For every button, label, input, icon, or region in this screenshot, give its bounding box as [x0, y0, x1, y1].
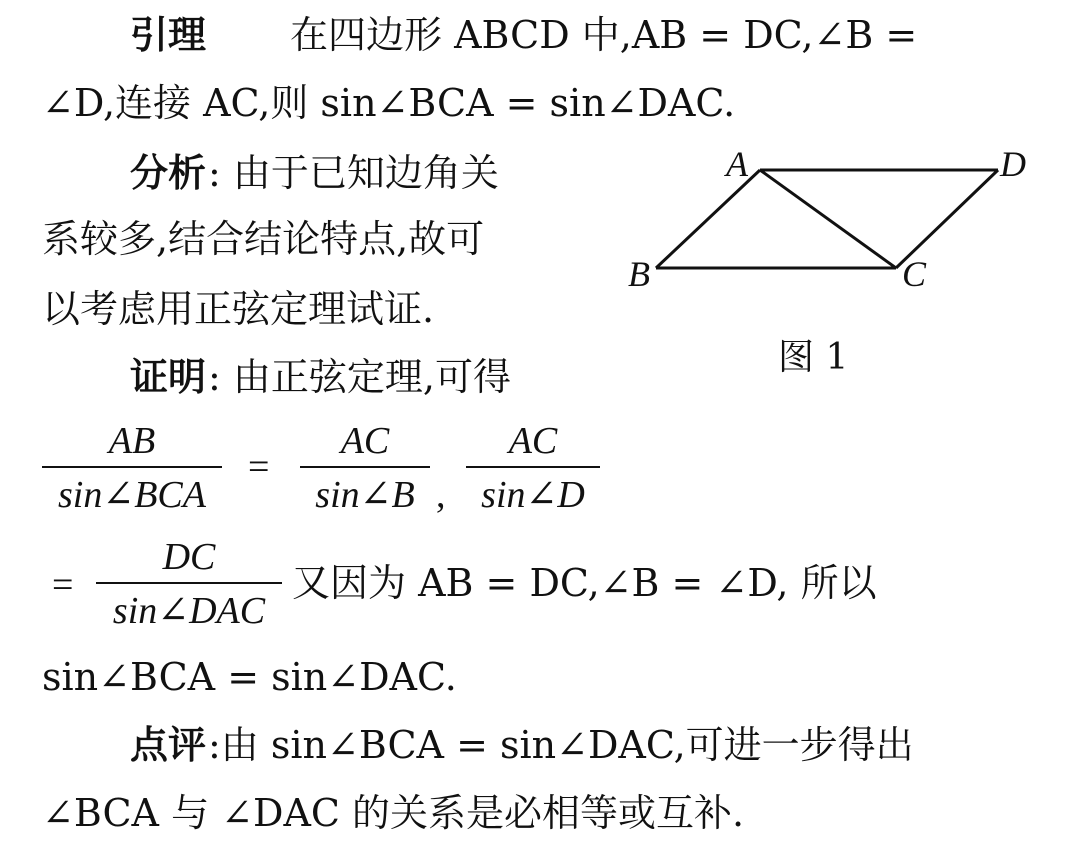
proof-line-3: 又因为 AB = DC,∠B = ∠D, 所以: [292, 561, 877, 605]
proof-line-4: sin∠BCA = sin∠DAC.: [42, 655, 457, 699]
comment-line-1: :由 sin∠BCA = sin∠DAC,可进一步得出: [208, 723, 914, 767]
lemma-label: 引理: [130, 13, 207, 57]
analysis-label: 分析: [130, 151, 207, 195]
fraction-bar: [300, 466, 430, 468]
comment-line-2: ∠BCA 与 ∠DAC 的关系是必相等或互补.: [42, 791, 745, 835]
diagonal-ac: [760, 170, 896, 268]
fraction-numerator: AC: [340, 420, 390, 462]
fraction-bar: [42, 466, 222, 468]
fraction-numerator: AB: [108, 420, 156, 462]
fraction-numerator: AC: [508, 420, 558, 462]
proof-label: 证明: [130, 355, 207, 399]
fraction-denominator: sin∠DAC: [112, 590, 266, 632]
fraction-bar: [466, 466, 600, 468]
equals-sign: =: [248, 446, 270, 488]
fraction-bar: [96, 582, 282, 584]
fraction-denominator: sin∠D: [481, 474, 585, 516]
point-label-c: C: [902, 254, 927, 294]
segment-ab: [656, 170, 760, 268]
fraction-denominator: sin∠BCA: [58, 474, 206, 516]
lemma-line-1: 在四边形 ABCD 中,AB = DC,∠B =: [290, 13, 918, 57]
comment-label: 点评: [130, 723, 207, 767]
point-label-d: D: [1000, 144, 1026, 184]
equals-sign: =: [52, 564, 74, 606]
lemma-line-2: ∠D,连接 AC,则 sin∠BCA = sin∠DAC.: [42, 81, 736, 125]
point-label-a: A: [726, 144, 748, 184]
proof-line-1: : 由正弦定理,可得: [208, 355, 511, 399]
comma: ,: [436, 474, 446, 516]
figure-caption: 图 1: [778, 337, 849, 378]
quadrilateral-figure: [620, 140, 1040, 300]
point-label-b: B: [628, 254, 650, 294]
analysis-line-1: : 由于已知边角关: [208, 151, 499, 195]
analysis-line-2: 系较多,结合结论特点,故可: [42, 217, 485, 261]
fraction-numerator: DC: [162, 536, 216, 578]
analysis-line-3: 以考虑用正弦定理试证.: [42, 287, 435, 331]
fraction-denominator: sin∠B: [315, 474, 415, 516]
